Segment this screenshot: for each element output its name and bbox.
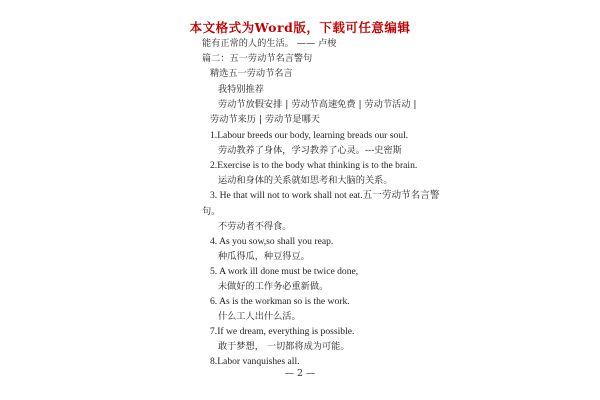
document-banner: 本文格式为Word版，下载可任意编辑 <box>189 20 411 35</box>
quote-english: 3. He that will not to work shall not eat.五一劳动节名言警 <box>210 190 440 201</box>
quote-chinese: 什么工人出什么活。 <box>218 311 301 322</box>
quote-english: 1.Labour breeds our body, learning breads our soul. <box>210 130 409 141</box>
quote-english: 4. As you sow,so shall you reap. <box>210 236 334 247</box>
quote-english: 8.Labor vanquishes all. <box>210 356 300 367</box>
section-heading: 篇二：五一劳动节名言警句 <box>202 53 313 64</box>
text-line: 能有正常的人的生活。 —— 卢梭 <box>202 38 337 49</box>
link-row: 劳动节来历 | 劳动节是哪天 <box>210 114 320 125</box>
text-line: 句。 <box>202 206 221 217</box>
quote-chinese: 种瓜得瓜，种豆得豆。 <box>218 251 310 262</box>
quote-english: 5. A work ill done must be twice done, <box>210 266 359 277</box>
quote-english: 2.Exercise is to the body what thinking is to the brain. <box>210 160 418 171</box>
quote-chinese: 未做好的工作务必重新做。 <box>218 281 329 292</box>
link-row: 劳动节放假安排 | 劳动节高速免费 | 劳动节活动 | <box>218 99 417 110</box>
text-line: 精选五一劳动节名言 <box>210 68 293 79</box>
quote-english: 6. As is the workman so is the work. <box>210 296 350 307</box>
quote-english: 7.If we dream, everything is possible. <box>210 326 355 337</box>
quote-chinese: 劳动教养了身体，学习教养了心灵。---史密斯 <box>218 145 402 156</box>
quote-chinese: 不劳动者不得食。 <box>218 221 292 232</box>
text-line: 我特别推荐 <box>218 84 264 95</box>
quote-chinese: 敢于梦想， 一切都将成为可能。 <box>218 341 350 352</box>
quote-chinese: 运动和身体的关系就如思考和大脑的关系。 <box>218 175 393 186</box>
page-number: — 2 — <box>284 368 316 379</box>
